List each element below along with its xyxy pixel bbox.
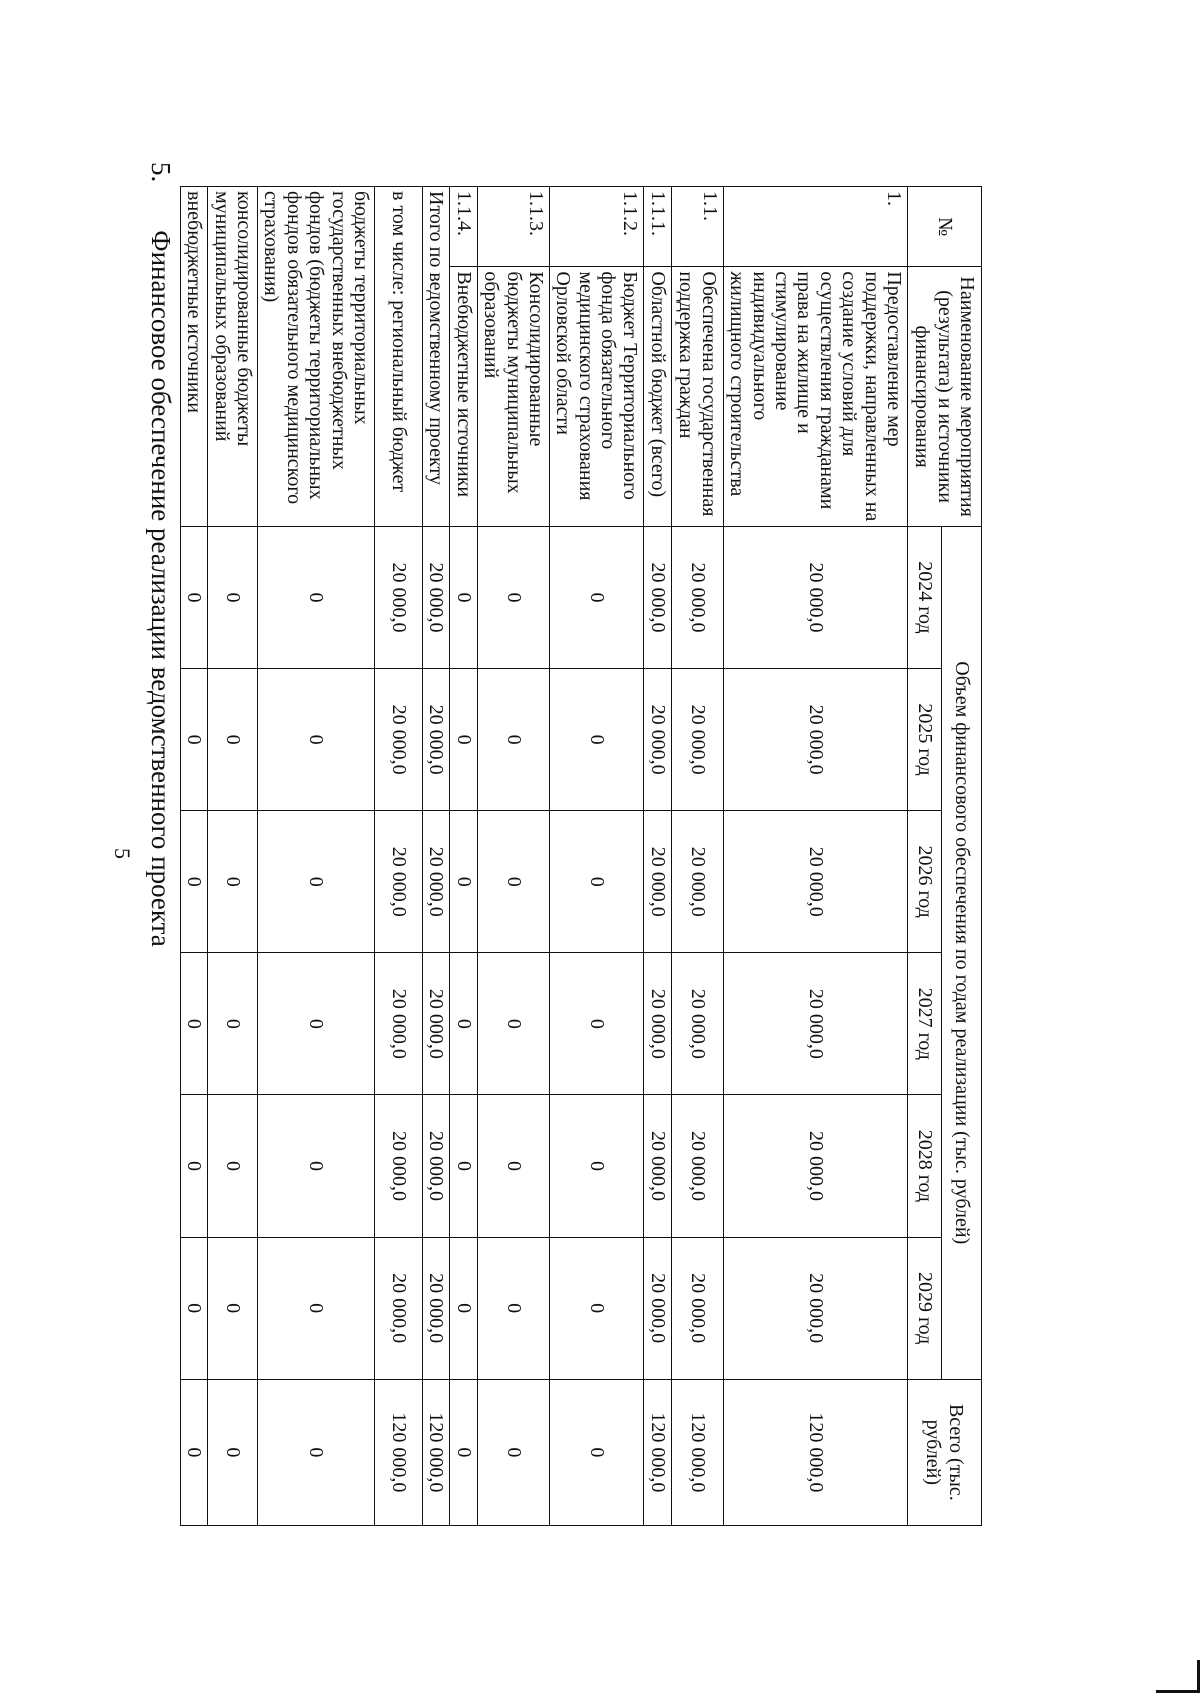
value-cell: 0 — [180, 1095, 207, 1237]
summary-name: консолидированные бюджеты муниципальных образований — [208, 187, 258, 527]
value-cell: 0 — [477, 1237, 549, 1379]
value-cell: 0 — [477, 1095, 549, 1237]
value-cell: 20 000,0 — [644, 526, 671, 668]
value-cell: 0 — [549, 526, 644, 668]
value-cell: 20 000,0 — [671, 669, 723, 811]
summary-name: бюджеты территориальных государственных внебюджетных фондов (бюджеты территориальных фондов обязательного медицинского страхования) — [258, 187, 375, 527]
header-group: Объем финансового обеспечения по годам реализации (тыс. рублей) — [942, 526, 982, 1379]
page-number: 5 — [110, 848, 135, 859]
value-cell: 0 — [450, 1095, 477, 1237]
value-cell: 0 — [258, 1095, 375, 1237]
summary-row — [258, 187, 375, 1526]
value-cell: 20 000,0 — [644, 811, 671, 953]
value-cell: 0 — [258, 1379, 375, 1525]
row-number: 1.1.4. — [450, 187, 477, 267]
value-cell: 0 — [180, 669, 207, 811]
row-number: 1.1.3. — [477, 187, 549, 267]
value-cell: 20 000,0 — [374, 1095, 422, 1237]
value-cell: 0 — [549, 669, 644, 811]
row-number: 1.1.1. — [644, 187, 671, 267]
header-year: 2029 год — [908, 1237, 942, 1379]
value-cell: 20 000,0 — [723, 1095, 907, 1237]
summary-row — [374, 187, 422, 1526]
header-name: Наименование мероприятия (результата) и источники финансирования — [908, 267, 982, 527]
value-cell: 0 — [549, 1237, 644, 1379]
row-name: Областной бюджет (всего) — [644, 267, 671, 527]
corner-mark — [1156, 1690, 1200, 1693]
value-cell: 0 — [208, 526, 258, 668]
value-cell: 0 — [549, 811, 644, 953]
value-cell: 20 000,0 — [723, 953, 907, 1095]
section-number: 5. — [146, 162, 176, 183]
summary-row — [180, 187, 207, 1526]
value-cell: 0 — [180, 526, 207, 668]
header-total: Всего (тыс. рублей) — [908, 1379, 982, 1525]
value-cell: 20 000,0 — [422, 526, 449, 668]
value-cell: 20 000,0 — [422, 669, 449, 811]
value-cell: 0 — [258, 1237, 375, 1379]
header-year: 2026 год — [908, 811, 942, 953]
table-row — [644, 187, 671, 1526]
value-cell: 20 000,0 — [723, 1237, 907, 1379]
row-name: Консолидированные бюджеты муниципальных образований — [477, 267, 549, 527]
value-cell: 0 — [180, 811, 207, 953]
value-cell: 20 000,0 — [671, 811, 723, 953]
value-cell: 0 — [208, 1379, 258, 1525]
row-name: Внебюджетные источники — [450, 267, 477, 527]
row-number: 1. — [723, 187, 907, 267]
value-cell: 20 000,0 — [671, 1237, 723, 1379]
value-cell: 20 000,0 — [671, 526, 723, 668]
value-cell: 0 — [549, 1379, 644, 1525]
value-cell: 120 000,0 — [644, 1379, 671, 1525]
value-cell: 0 — [549, 1095, 644, 1237]
value-cell: 120 000,0 — [671, 1379, 723, 1525]
value-cell: 20 000,0 — [374, 953, 422, 1095]
value-cell: 20 000,0 — [671, 1095, 723, 1237]
section-title: Финансовое обеспечение реализации ведомственного проекта — [146, 230, 176, 947]
value-cell: 20 000,0 — [374, 526, 422, 668]
value-cell: 0 — [180, 1237, 207, 1379]
value-cell: 0 — [450, 811, 477, 953]
row-name: Бюджет Территориального фонда обязательного медицинского страхования Орловской области — [549, 267, 644, 527]
value-cell: 0 — [258, 811, 375, 953]
table-row — [450, 187, 477, 1526]
value-cell: 120 000,0 — [374, 1379, 422, 1525]
value-cell: 20 000,0 — [723, 526, 907, 668]
table-row — [671, 187, 723, 1526]
value-cell: 20 000,0 — [723, 669, 907, 811]
row-number: 1.1. — [671, 187, 723, 267]
value-cell: 0 — [180, 953, 207, 1095]
table-row — [477, 187, 549, 1526]
header-year: 2025 год — [908, 669, 942, 811]
value-cell: 20 000,0 — [644, 1237, 671, 1379]
header-year: 2027 год — [908, 953, 942, 1095]
value-cell: 20 000,0 — [374, 811, 422, 953]
summary-name: Итого по ведомственному проекту — [422, 187, 449, 527]
value-cell: 0 — [450, 1237, 477, 1379]
value-cell: 20 000,0 — [374, 669, 422, 811]
summary-row — [422, 187, 449, 1526]
value-cell: 0 — [477, 669, 549, 811]
value-cell: 120 000,0 — [723, 1379, 907, 1525]
section-heading — [145, 162, 176, 947]
value-cell: 20 000,0 — [422, 811, 449, 953]
value-cell: 0 — [180, 1379, 207, 1525]
value-cell: 120 000,0 — [422, 1379, 449, 1525]
value-cell: 0 — [450, 526, 477, 668]
value-cell: 0 — [208, 1237, 258, 1379]
value-cell: 0 — [477, 1379, 549, 1525]
row-number: 1.1.2. — [549, 187, 644, 267]
value-cell: 0 — [258, 669, 375, 811]
value-cell: 20 000,0 — [644, 1095, 671, 1237]
value-cell: 20 000,0 — [374, 1237, 422, 1379]
header-year: 2028 год — [908, 1095, 942, 1237]
table-row — [723, 187, 907, 1526]
value-cell: 0 — [450, 1379, 477, 1525]
table-row — [549, 187, 644, 1526]
value-cell: 0 — [477, 526, 549, 668]
value-cell: 0 — [208, 811, 258, 953]
value-cell: 0 — [450, 953, 477, 1095]
value-cell: 0 — [450, 669, 477, 811]
value-cell: 0 — [258, 953, 375, 1095]
value-cell: 0 — [477, 811, 549, 953]
row-name: Предоставление мер поддержки, направленных на создание условий для осуществления гражданами права на жилище и стимулирование индивидуального жилищного строительства — [723, 267, 907, 527]
value-cell: 20 000,0 — [422, 953, 449, 1095]
value-cell: 0 — [208, 1095, 258, 1237]
summary-name: внебюджетные источники — [180, 187, 207, 527]
value-cell: 20 000,0 — [422, 1095, 449, 1237]
value-cell: 0 — [208, 669, 258, 811]
value-cell: 0 — [258, 526, 375, 668]
value-cell: 0 — [208, 953, 258, 1095]
value-cell: 20 000,0 — [671, 953, 723, 1095]
value-cell: 20 000,0 — [644, 953, 671, 1095]
summary-name: в том числе: региональный бюджет — [374, 187, 422, 527]
summary-row — [208, 187, 258, 1526]
value-cell: 20 000,0 — [422, 1237, 449, 1379]
header-no: № — [908, 187, 982, 267]
value-cell: 0 — [549, 953, 644, 1095]
row-name: Обеспечена государственная поддержка граждан — [671, 267, 723, 527]
value-cell: 0 — [477, 953, 549, 1095]
value-cell: 20 000,0 — [723, 811, 907, 953]
value-cell: 20 000,0 — [644, 669, 671, 811]
financing-table — [180, 186, 982, 1526]
header-year: 2024 год — [908, 526, 942, 668]
